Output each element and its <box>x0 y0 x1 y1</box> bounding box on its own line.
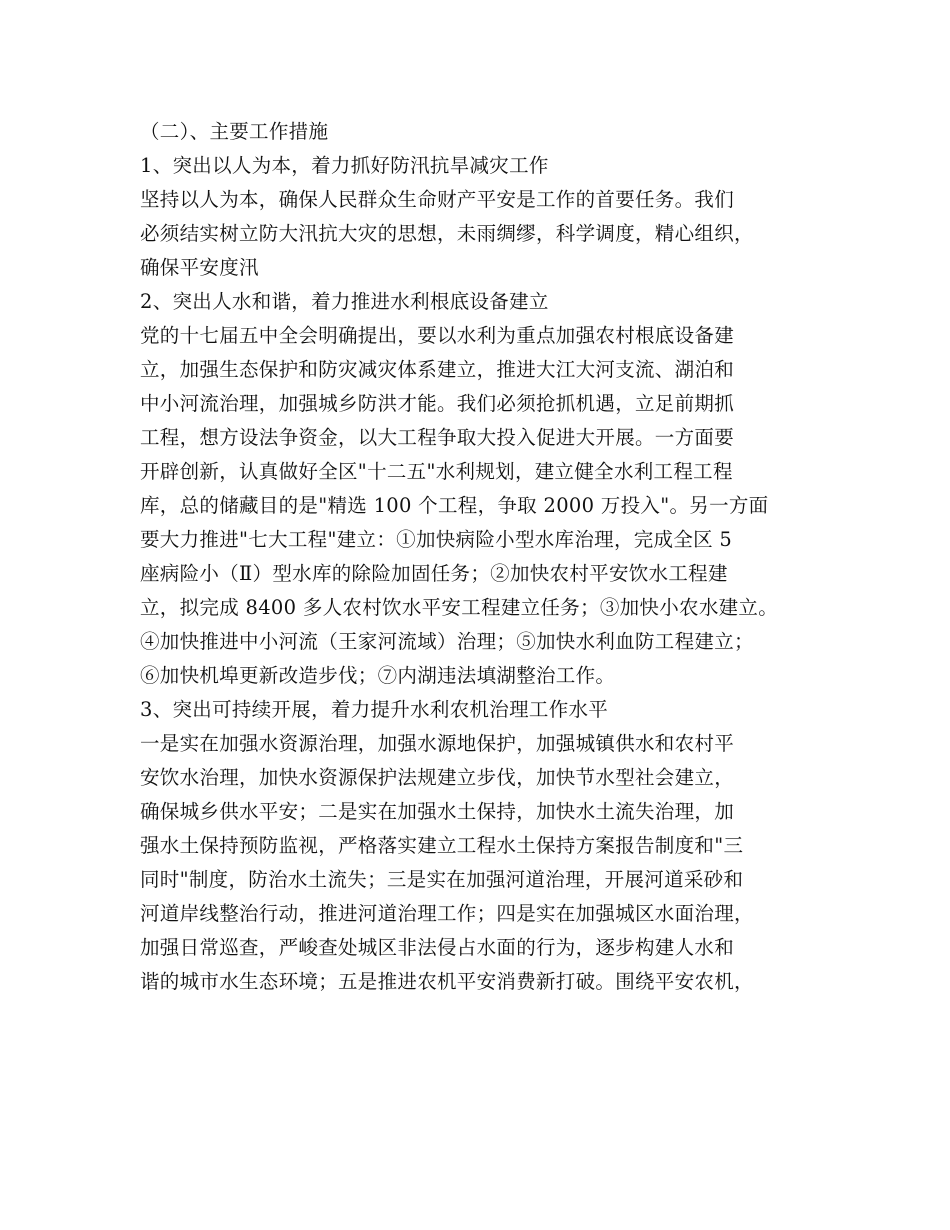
paragraph-line: 开辟创新，认真做好全区"十二五"水利规划，建立健全水利工程工程 <box>140 460 733 483</box>
paragraph-line: 谐的城市水生态环境；五是推进农机平安消费新打破。围绕平安农机， <box>140 970 754 993</box>
document-body <box>140 115 830 999</box>
section-heading: （二）、主要工作措施 <box>140 120 329 143</box>
subheading-2: 2、突出人水和谐，着力推进水利根底设备建立 <box>140 290 549 313</box>
paragraph-line: ⑥加快机埠更新改造步伐；⑦内湖违法填湖整治工作。 <box>140 664 616 687</box>
paragraph-line: 同时"制度，防治水土流失；三是实在加强河道治理，开展河道采砂和 <box>140 868 744 891</box>
paragraph-line: ④加快推进中小河流（王家河流域）治理；⑤加快水利血防工程建立； <box>140 630 754 653</box>
paragraph-line: 库，总的储藏目的是"精选 100 个工程，争取 2000 万投入"。另一方面 <box>140 494 769 517</box>
paragraph-line: 河道岸线整治行动，推进河道治理工作；四是实在加强城区水面治理， <box>140 902 754 925</box>
paragraph-line: 强水土保持预防监视，严格落实建立工程水土保持方案报告制度和"三 <box>140 834 744 857</box>
paragraph-line: 安饮水治理，加快水资源保护法规建立步伐，加快节水型社会建立， <box>140 766 735 789</box>
paragraph-line: 立，加强生态保护和防灾减灾体系建立，推进大江大河支流、湖泊和 <box>140 358 735 381</box>
paragraph-line: 加强日常巡查，严峻查处城区非法侵占水面的行为，逐步构建人水和 <box>140 936 735 959</box>
paragraph-line: 确保城乡供水平安；二是实在加强水土保持，加快水土流失治理，加 <box>140 800 735 823</box>
paragraph-line: 确保平安度汛 <box>140 256 259 279</box>
paragraph-line: 立，拟完成 8400 多人农村饮水平安工程建立任务；③加快小农水建立。 <box>140 596 779 619</box>
subheading-3: 3、突出可持续开展，着力提升水利农机治理工作水平 <box>140 698 609 721</box>
paragraph-line: 坚持以人为本，确保人民群众生命财产平安是工作的首要任务。我们 <box>140 188 735 211</box>
paragraph-line: 座病险小（Ⅱ）型水库的除险加固任务；②加快农村平安饮水工程建 <box>140 562 728 585</box>
paragraph-line: 党的十七届五中全会明确提出，要以水利为重点加强农村根底设备建 <box>140 324 735 347</box>
paragraph-line: 必须结实树立防大汛抗大灾的思想，未雨绸缪，科学调度，精心组织， <box>140 222 754 245</box>
subheading-1: 1、突出以人为本，着力抓好防汛抗旱减灾工作 <box>140 154 549 177</box>
paragraph-line: 要大力推进"七大工程"建立：①加快病险小型水库治理，完成全区 5 <box>140 528 733 551</box>
paragraph-line: 一是实在加强水资源治理，加强水源地保护，加强城镇供水和农村平 <box>140 732 735 755</box>
paragraph-line: 中小河流治理，加强城乡防洪才能。我们必须抢抓机遇，立足前期抓 <box>140 392 735 415</box>
paragraph-line: 工程，想方设法争资金，以大工程争取大投入促进大开展。一方面要 <box>140 426 735 449</box>
